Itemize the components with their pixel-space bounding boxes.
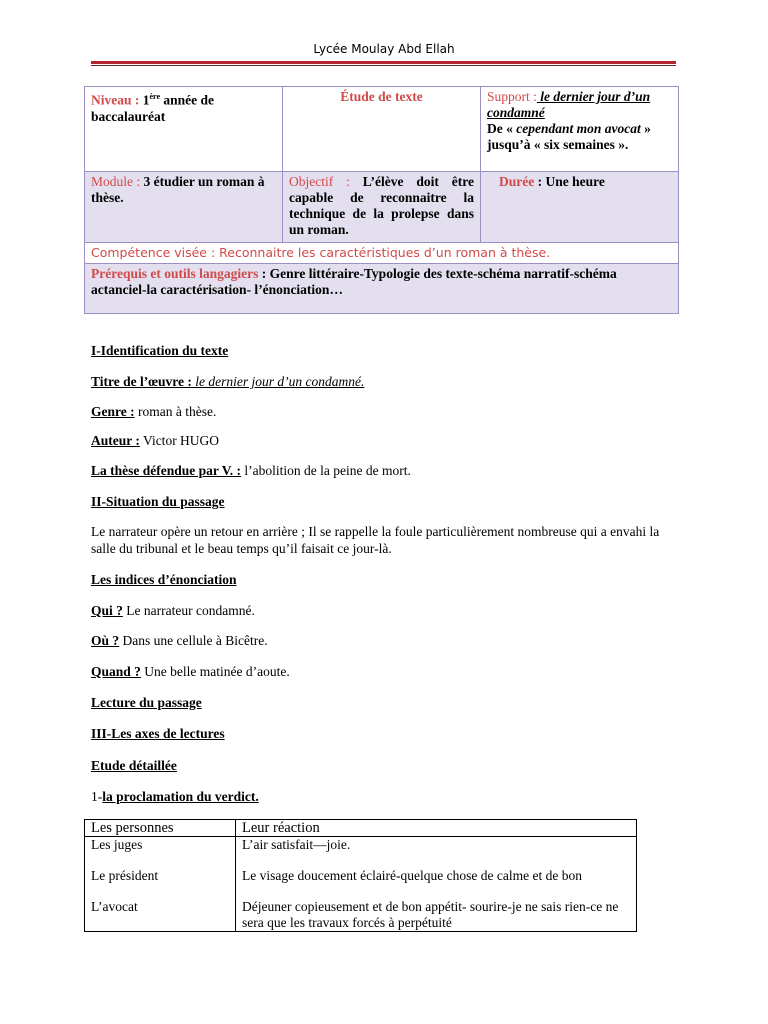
point1-line (91, 788, 681, 805)
quand-line (91, 663, 681, 680)
prerequis-cell (85, 264, 679, 314)
auteur-label: Auteur : (91, 433, 140, 448)
lesson-info-table (84, 86, 679, 314)
person-president: Le président (91, 868, 159, 883)
verdict-table (84, 819, 637, 932)
header-rule (91, 61, 676, 64)
ou-line (91, 632, 681, 649)
school-header: Lycée Moulay Abd Ellah (313, 42, 455, 56)
prerequis-text: : Genre littéraire-Typologie des texte-schéma narratif-schéma actanciel-la caractérisation- l’énonciation… (91, 266, 617, 297)
ou-value: Dans une cellule à Bicêtre. (119, 633, 268, 648)
qui-label: Qui ? (91, 603, 123, 618)
duree-cell (481, 172, 679, 243)
person-avocat: L’avocat (91, 899, 138, 914)
section-etude: Etude détaillée (91, 758, 177, 773)
duree-label: Durée (499, 174, 535, 189)
quand-label: Quand ? (91, 664, 141, 679)
genre-value: roman à thèse. (134, 404, 217, 419)
header-reaction: Leur réaction (236, 820, 637, 837)
qui-line (91, 602, 681, 619)
point1-num: 1- (91, 789, 103, 804)
header-persons: Les personnes (85, 820, 236, 837)
section-situation: II-Situation du passage (91, 494, 225, 509)
titre-line (91, 373, 681, 390)
objectif-label: Objectif : (289, 174, 350, 189)
section-lecture: Lecture du passage (91, 695, 202, 710)
niveau-label: Niveau : (91, 92, 140, 108)
person-juges: Les juges (91, 837, 143, 852)
these-value: l’abolition de la peine de mort. (241, 463, 411, 478)
module-cell (85, 172, 283, 243)
titre-value: le dernier jour d’un condamné. (191, 374, 365, 389)
objectif-cell (283, 172, 481, 243)
section-axes: III-Les axes de lectures (91, 726, 225, 741)
auteur-line (91, 432, 681, 449)
support-from: cependant mon avocat (516, 121, 641, 136)
competence-cell (85, 243, 679, 264)
niveau-rest: année de baccalauréat (91, 92, 215, 124)
section-indices: Les indices d’énonciation (91, 572, 237, 587)
ou-label: Où ? (91, 633, 120, 648)
prerequis-label: Prérequis et outils langagiers (91, 266, 259, 281)
support-label: Support : (487, 89, 537, 104)
competence-text: Compétence visée : Reconnaitre les caractéristiques d’un roman à thèse. (91, 245, 551, 260)
reaction-avocat: Déjeuner copieusement et de bon appétit- sourire-je ne sais rien-ce ne sera que les travaux forcés à perpétuité (242, 899, 619, 930)
auteur-value: Victor HUGO (139, 433, 220, 448)
quand-value: Une belle matinée d’aoute. (140, 664, 290, 679)
header-rule-thin (91, 65, 676, 66)
reactions-cell (236, 837, 637, 932)
support-cell (481, 87, 679, 172)
support-de: De « (487, 121, 517, 136)
duree-text: : Une heure (534, 174, 605, 189)
reaction-juges: L’air satisfait—joie. (242, 837, 351, 852)
module-text: 3 étudier un roman à thèse. (91, 174, 265, 205)
niveau-cell (85, 87, 283, 172)
genre-label: Genre : (91, 404, 135, 419)
situation-text: Le narrateur opère un retour en arrière ; Il se rappelle la foule particulièrement nombreuse qui a envahi la salle du tribunal et le beau temps qu’il faisait ce jour-là. (91, 524, 660, 556)
niveau-num: 1 (142, 92, 150, 108)
support-title: le dernier jour d’un condamné (487, 89, 651, 120)
reaction-president: Le visage doucement éclairé-quelque chose de calme et de bon (242, 868, 582, 883)
genre-line (91, 403, 681, 420)
objectif-text: L’élève doit être capable de reconnaitre la technique de la prolepse dans un roman. (289, 174, 474, 237)
section-identification: I-Identification du texte (91, 343, 229, 358)
these-label: La thèse défendue par V. : (91, 463, 242, 478)
etude-title: Étude de texte (340, 89, 423, 104)
support-mid: » jusqu’à « six semaines ». (487, 121, 651, 152)
these-line (91, 462, 681, 479)
point1-title: la proclamation du verdict. (102, 789, 259, 804)
niveau-sup: ère (149, 92, 161, 101)
titre-label: Titre de l’œuvre : (91, 374, 192, 389)
qui-value: Le narrateur condamné. (122, 603, 255, 618)
etude-cell (283, 87, 481, 172)
module-label: Module : (91, 174, 141, 189)
persons-cell (85, 837, 236, 932)
